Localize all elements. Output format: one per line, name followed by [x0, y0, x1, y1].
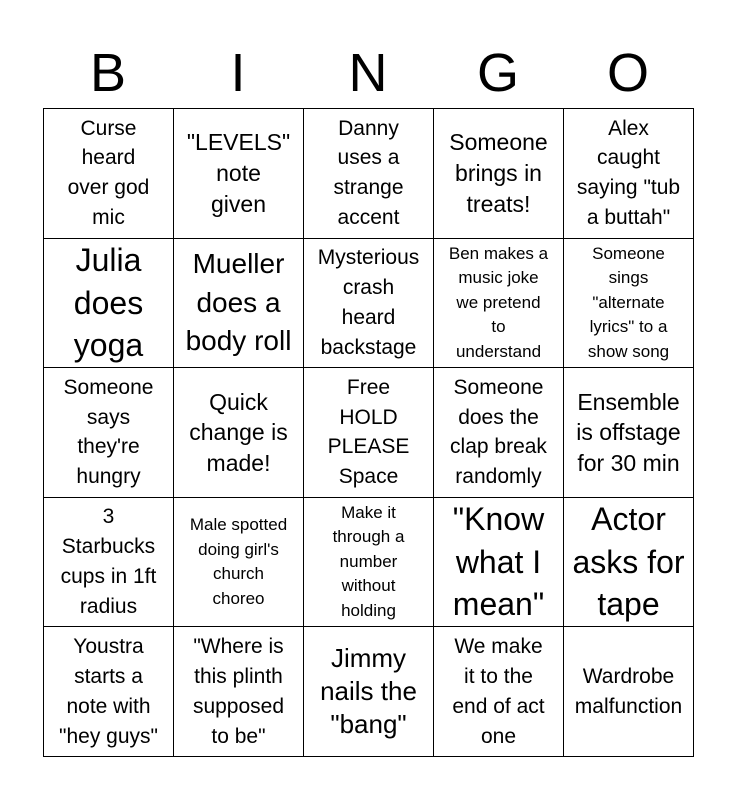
bingo-cell-r3-c4[interactable] — [434, 368, 564, 498]
bingo-cell-r1-c4[interactable] — [434, 109, 564, 239]
cell-text: Quick change is made! — [189, 388, 288, 476]
cell-text: Curse heard over god mic — [67, 116, 150, 230]
cell-text: Alex caught saying "tub a buttah" — [576, 116, 681, 230]
bingo-header — [43, 40, 693, 106]
cell-text: Male spotted doing girl's church choreo — [189, 515, 288, 608]
bingo-cell-r4-c2[interactable] — [174, 498, 304, 628]
cell-text: Someone sings "alternate lyrics" to a show song — [587, 243, 670, 361]
cell-text: Ben makes a music joke we pretend to understand — [448, 243, 549, 361]
bingo-cell-r2-c2[interactable] — [174, 239, 304, 369]
cell-text: "Know what I mean" — [452, 501, 545, 623]
bingo-cell-r3-c1[interactable] — [44, 368, 174, 498]
bingo-cell-r2-c1[interactable] — [44, 239, 174, 369]
bingo-cell-r3-c5[interactable] — [564, 368, 694, 498]
bingo-cell-r1-c1[interactable] — [44, 109, 174, 239]
bingo-cell-r1-c2[interactable] — [174, 109, 304, 239]
header-letter-i: I — [230, 43, 246, 103]
bingo-cell-r1-c5[interactable] — [564, 109, 694, 239]
cell-text: We make it to the end of act one — [452, 635, 545, 748]
cell-text: Free HOLD PLEASE Space — [327, 375, 410, 489]
header-letter-o: O — [606, 43, 649, 103]
bingo-cell-r4-c1[interactable] — [44, 498, 174, 628]
bingo-cell-r4-c5[interactable] — [564, 498, 694, 628]
cell-text: Someone says they're hungry — [63, 375, 154, 489]
bingo-cell-r5-c4[interactable] — [434, 627, 564, 757]
bingo-cell-r5-c2[interactable] — [174, 627, 304, 757]
bingo-cell-r5-c1[interactable] — [44, 627, 174, 757]
cell-text: Ensemble is offstage for 30 min — [576, 388, 681, 476]
header-letter-n: N — [348, 43, 388, 103]
cell-text: 3 Starbucks cups in 1ft radius — [60, 505, 157, 618]
bingo-cell-r3-c3[interactable] — [304, 368, 434, 498]
cell-text: Jimmy nails the "bang" — [320, 643, 417, 740]
bingo-cell-r2-c3[interactable] — [304, 239, 434, 369]
cell-text: Someone does the clap break randomly — [450, 375, 547, 489]
bingo-cell-r3-c2[interactable] — [174, 368, 304, 498]
cell-text: Someone brings in treats! — [449, 129, 548, 217]
bingo-cell-r2-c5[interactable] — [564, 239, 694, 369]
bingo-cell-r5-c3[interactable] — [304, 627, 434, 757]
cell-text: "Where is this plinth supposed to be" — [192, 635, 285, 748]
cell-text: Make it through a number without holding — [332, 502, 405, 620]
cell-text: Youstra starts a note with "hey guys" — [59, 635, 158, 748]
cell-text: Mysterious crash heard backstage — [317, 246, 420, 359]
bingo-cell-r4-c3[interactable] — [304, 498, 434, 628]
bingo-cell-r5-c5[interactable] — [564, 627, 694, 757]
cell-text: Wardrobe malfunction — [574, 664, 683, 718]
bingo-cell-r2-c4[interactable] — [434, 239, 564, 369]
bingo-cell-r4-c4[interactable] — [434, 498, 564, 628]
bingo-board — [43, 108, 694, 757]
cell-text: Danny uses a strange accent — [333, 116, 404, 230]
cell-text: "LEVELS" note given — [186, 129, 291, 217]
header-letter-g: G — [476, 43, 519, 103]
cell-text: Julia does yoga — [73, 242, 144, 364]
bingo-cell-r1-c3[interactable] — [304, 109, 434, 239]
header-letter-b: B — [89, 43, 127, 103]
cell-text: Mueller does a body roll — [185, 247, 292, 357]
cell-text: Actor asks for tape — [572, 501, 685, 623]
